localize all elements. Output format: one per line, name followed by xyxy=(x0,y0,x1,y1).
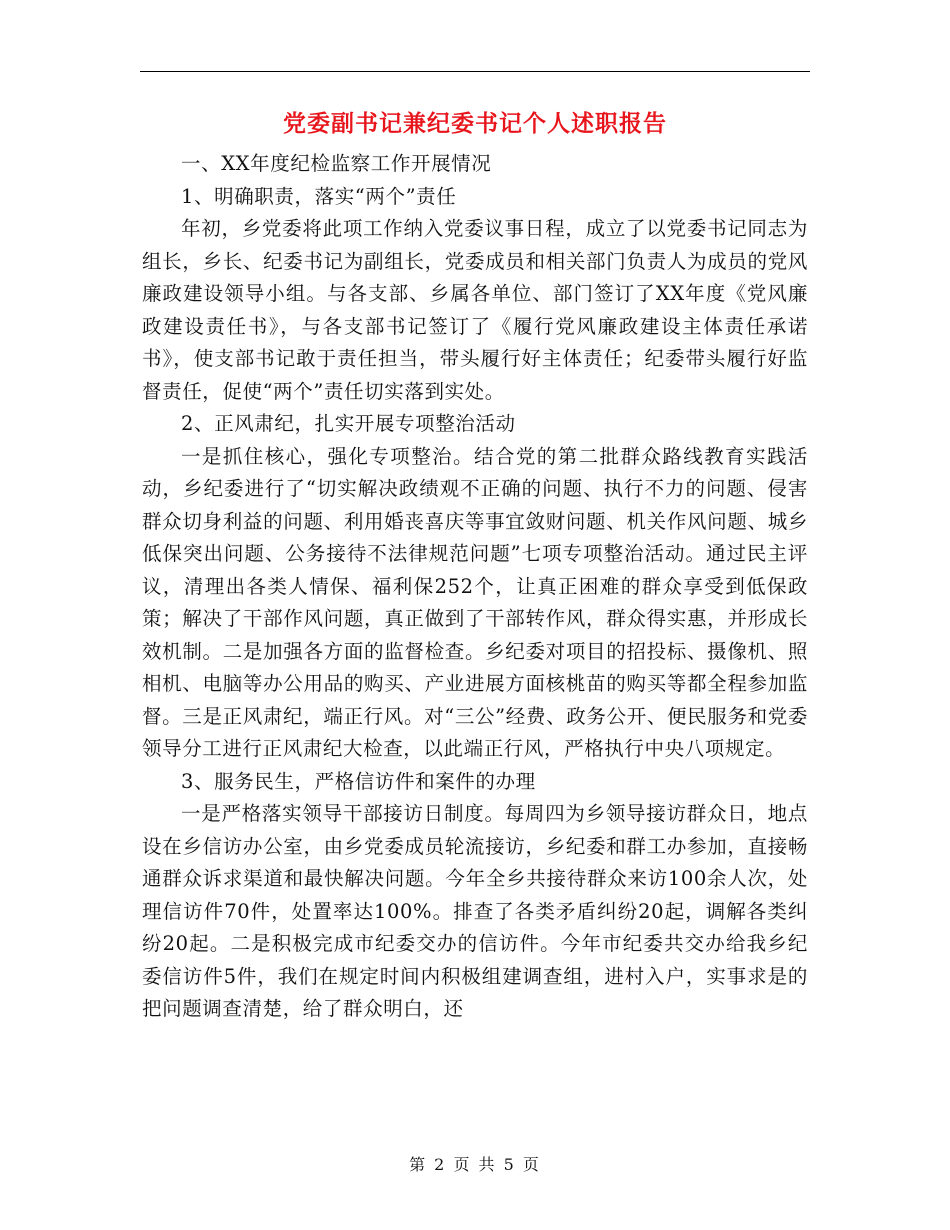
body-paragraph: 一是抓住核心，强化专项整治。结合党的第二批群众路线教育实践活动，乡纪委进行了“切实解决政绩观不正确的问题、执行不力的问题、侵害群众切身利益的问题、利用婚丧喜庆等事宜敛财问题、机关作风问题、城乡低保突出问题、公务接待不法律规范问题”七项专项整治活动。通过民主评议，清理出各类人情保、福利保252个，让真正困难的群众享受到低保政策；解决了干部作风问题，真正做到了干部转作风，群众得实惠，并形成长效机制。二是加强各方面的监督检查。乡纪委对项目的招投标、摄像机、照相机、电脑等办公用品的购买、产业进展方面核桃苗的购买等都全程参加监督。三是正风肃纪，端正行风。对“三公”经费、政务公开、便民服务和党委领导分工进行正风肃纪大检查，以此端正行风，严格执行中央八项规定。 xyxy=(142,444,808,760)
document-body xyxy=(142,148,808,1026)
section-heading: 一、XX年度纪检监察工作开展情况 xyxy=(181,152,492,175)
header-rule xyxy=(140,71,810,72)
subsection-heading: 2、正风肃纪，扎实开展专项整治活动 xyxy=(181,412,516,435)
body-paragraph: 一是严格落实领导干部接访日制度。每周四为乡领导接访群众日，地点设在乡信访办公室，由乡党委成员轮流接访，乡纪委和群工办参加，直接畅通群众诉求渠道和最快解决问题。今年全乡共接待群众来访100余人次，处理信访件70件，处置率达100%。排查了各类矛盾纠纷20起，调解各类纠纷20起。二是积极完成市纪委交办的信访件。今年市纪委共交办给我乡纪委信访件5件，我们在规定时间内积极组建调查组，进村入户，实事求是的把问题调查清楚，给了群众明白，还 xyxy=(142,802,808,1020)
document-title: 党委副书记兼纪委书记个人述职报告 xyxy=(283,110,667,137)
subsection-heading: 1、明确职责，落实“两个”责任 xyxy=(181,184,457,208)
body-paragraph: 年初，乡党委将此项工作纳入党委议事日程，成立了以党委书记同志为组长，乡长、纪委书记为副组长，党委成员和相关部门负责人为成员的党风廉政建设领导小组。与各支部、乡属各单位、部门签订了XX年度《党风廉政建设责任书》，与各支部书记签订了《履行党风廉政建设主体责任承诺书》，使支部书记敢于责任担当，带头履行好主体责任；纪委带头履行好监督责任，促使“两个”责任切实落到实处。 xyxy=(142,217,808,403)
page-footer: 第 2 页 共 5 页 xyxy=(409,1155,541,1174)
subsection-heading: 3、服务民生，严格信访件和案件的办理 xyxy=(181,769,536,793)
